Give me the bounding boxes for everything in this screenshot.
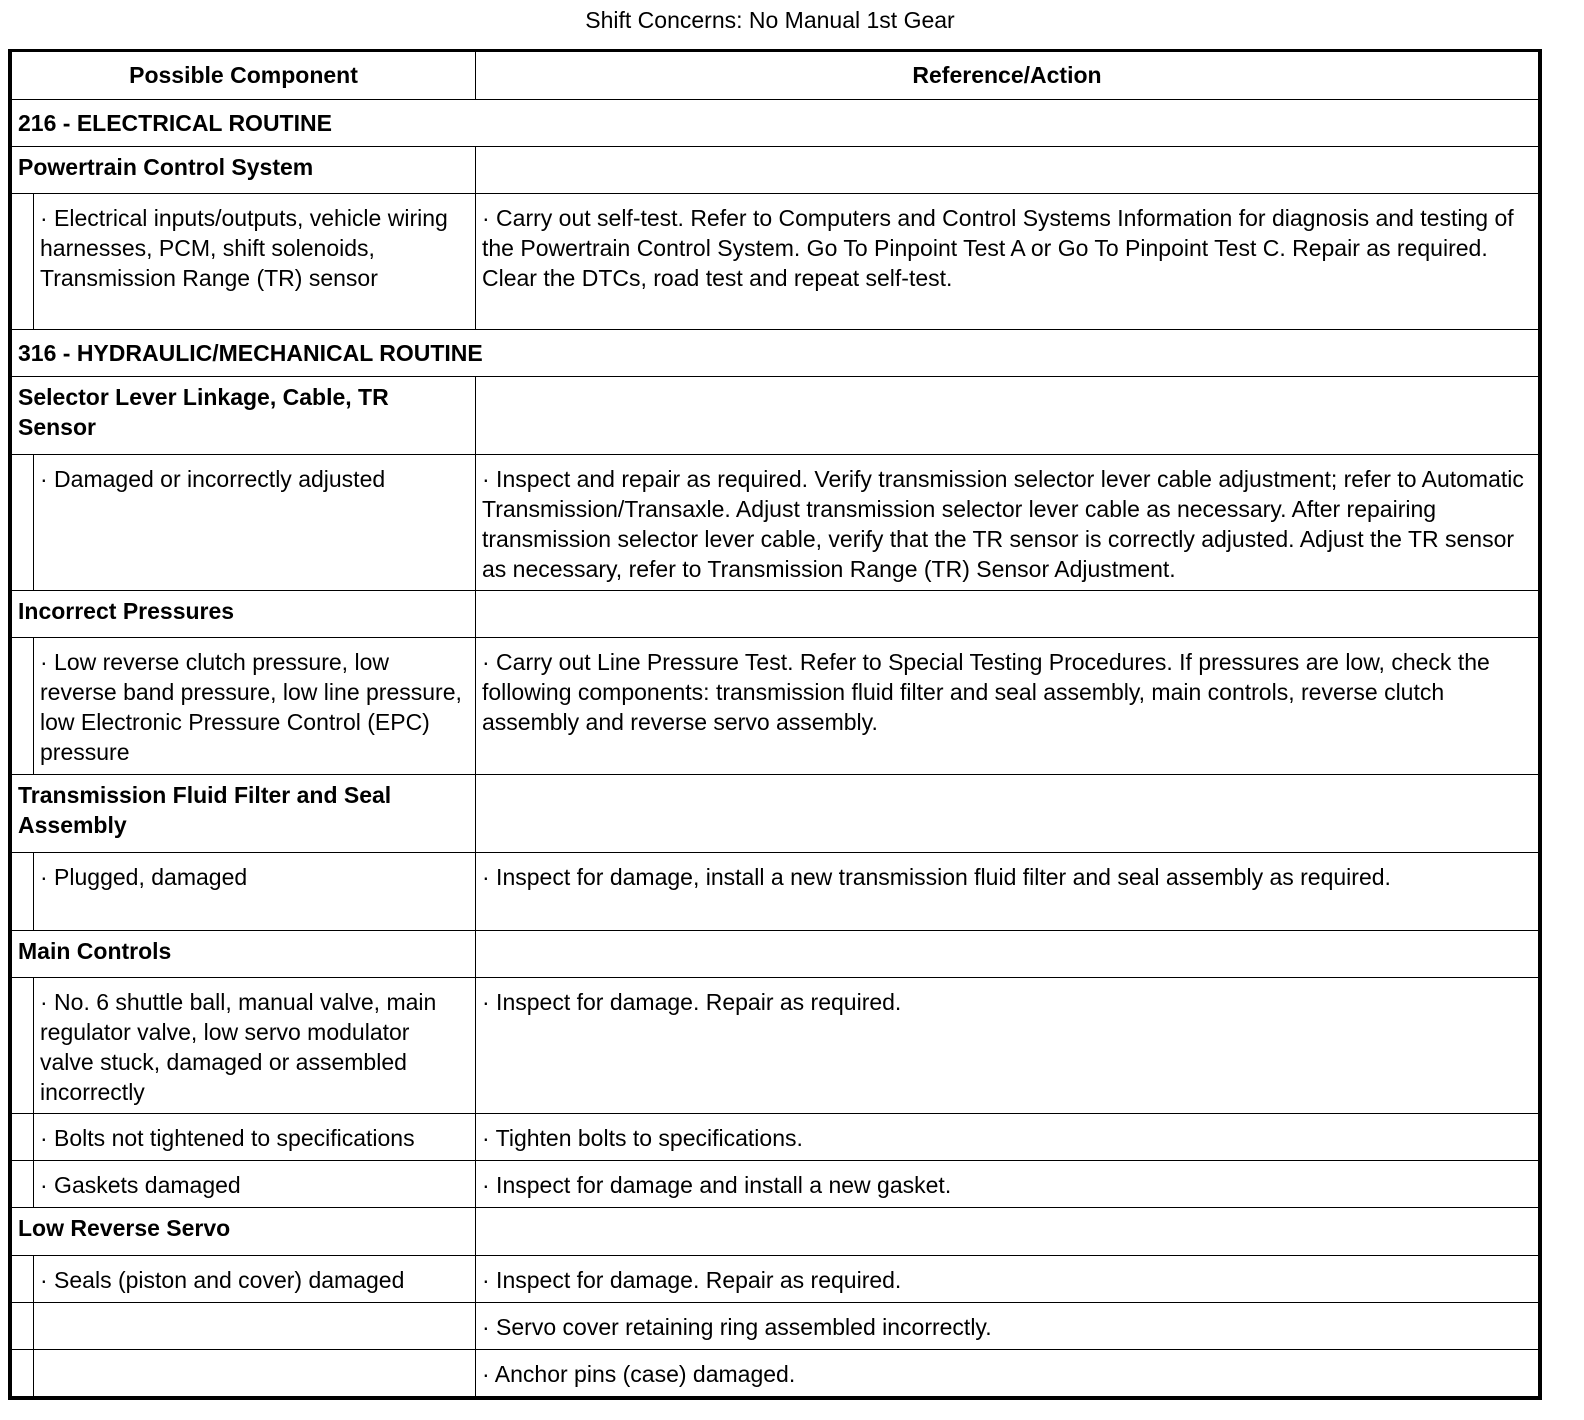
header-possible-component: Possible Component <box>12 52 476 99</box>
indent-cell <box>12 1349 34 1396</box>
indent-cell <box>12 1114 34 1161</box>
component-blank-cell <box>476 930 1539 977</box>
component-row <box>12 146 1539 193</box>
cause-cell: · Electrical inputs/outputs, vehicle wiring harnesses, PCM, shift solenoids, Transmission Range (TR) sensor <box>34 193 476 329</box>
indent-cell <box>12 638 34 774</box>
component-row <box>12 774 1539 852</box>
component-name: Incorrect Pressures <box>12 591 476 638</box>
section-row <box>12 99 1539 146</box>
cause-cell: · No. 6 shuttle ball, manual valve, main regulator valve, low servo modulator valve stuck, damaged or assembled incorrectly <box>34 978 476 1114</box>
table-row <box>12 1161 1539 1208</box>
table-row <box>12 1349 1539 1396</box>
table-row <box>12 638 1539 774</box>
indent-cell <box>12 852 34 930</box>
cause-cell: · Seals (piston and cover) damaged <box>34 1255 476 1302</box>
cause-cell: · Bolts not tightened to specifications <box>34 1114 476 1161</box>
action-cell: · Tighten bolts to specifications. <box>476 1114 1539 1161</box>
table-row <box>12 1255 1539 1302</box>
concerns-table <box>11 52 1539 1397</box>
concerns-table-frame <box>8 49 1542 1400</box>
indent-cell <box>12 193 34 329</box>
indent-cell <box>12 1302 34 1349</box>
indent-cell <box>12 455 34 591</box>
component-blank-cell <box>476 774 1539 852</box>
indent-cell <box>12 1161 34 1208</box>
component-blank-cell <box>476 1208 1539 1255</box>
header-reference-action: Reference/Action <box>476 52 1539 99</box>
component-name: Transmission Fluid Filter and Seal Assembly <box>12 774 476 852</box>
component-name: Main Controls <box>12 930 476 977</box>
component-row <box>12 591 1539 638</box>
table-row <box>12 1114 1539 1161</box>
component-name: Low Reverse Servo <box>12 1208 476 1255</box>
table-row <box>12 852 1539 930</box>
section-row <box>12 329 1539 376</box>
action-cell: · Inspect and repair as required. Verify transmission selector lever cable adjustment; refer to Automatic Transmission/Transaxle. Adjust transmission selector lever cable as necessary. After repairing transmission selector lever cable, verify that the TR sensor is correctly adjusted. Adjust the TR sensor as necessary, refer to Transmission Range (TR) Sensor Adjustment. <box>476 455 1539 591</box>
table-header-row <box>12 52 1539 99</box>
cause-cell <box>34 1302 476 1349</box>
table-row <box>12 193 1539 329</box>
indent-cell <box>12 1255 34 1302</box>
cause-cell <box>34 1349 476 1396</box>
section-heading: 216 - ELECTRICAL ROUTINE <box>12 99 1539 146</box>
component-row <box>12 376 1539 454</box>
component-name: Selector Lever Linkage, Cable, TR Sensor <box>12 376 476 454</box>
action-cell: · Inspect for damage and install a new gasket. <box>476 1161 1539 1208</box>
indent-cell <box>12 978 34 1114</box>
action-cell: · Anchor pins (case) damaged. <box>476 1349 1539 1396</box>
component-blank-cell <box>476 146 1539 193</box>
component-name: Powertrain Control System <box>12 146 476 193</box>
component-blank-cell <box>476 591 1539 638</box>
component-row <box>12 930 1539 977</box>
page-title: Shift Concerns: No Manual 1st Gear <box>585 7 955 33</box>
table-row <box>12 455 1539 591</box>
table-body <box>12 99 1539 1397</box>
component-blank-cell <box>476 376 1539 454</box>
cause-cell: · Low reverse clutch pressure, low reverse band pressure, low line pressure, low Electronic Pressure Control (EPC) pressure <box>34 638 476 774</box>
action-cell: · Servo cover retaining ring assembled incorrectly. <box>476 1302 1539 1349</box>
action-cell: · Inspect for damage. Repair as required. <box>476 978 1539 1114</box>
table-row <box>12 978 1539 1114</box>
cause-cell: · Plugged, damaged <box>34 852 476 930</box>
action-cell: · Carry out self-test. Refer to Computers and Control Systems Information for diagnosis and testing of the Powertrain Control System. Go To Pinpoint Test A or Go To Pinpoint Test C. Repair as required. Clear the DTCs, road test and repeat self-test. <box>476 193 1539 329</box>
table-row <box>12 1302 1539 1349</box>
action-cell: · Carry out Line Pressure Test. Refer to Special Testing Procedures. If pressures are low, check the following components: transmission fluid filter and seal assembly, main controls, reverse clutch assembly and reverse servo assembly. <box>476 638 1539 774</box>
section-heading: 316 - HYDRAULIC/MECHANICAL ROUTINE <box>12 329 1539 376</box>
action-cell: · Inspect for damage, install a new transmission fluid filter and seal assembly as required. <box>476 852 1539 930</box>
cause-cell: · Damaged or incorrectly adjusted <box>34 455 476 591</box>
cause-cell: · Gaskets damaged <box>34 1161 476 1208</box>
component-row <box>12 1208 1539 1255</box>
action-cell: · Inspect for damage. Repair as required. <box>476 1255 1539 1302</box>
